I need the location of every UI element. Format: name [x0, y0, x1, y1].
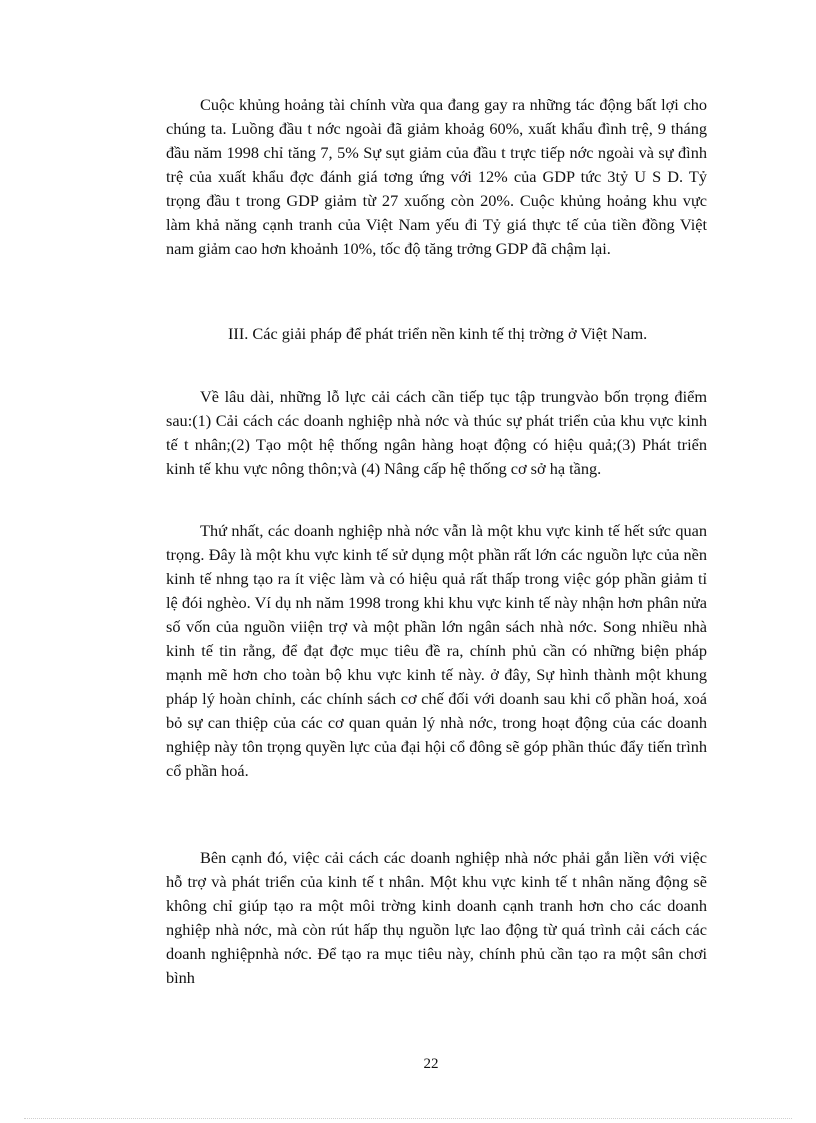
paragraph-four-priorities: Về lâu dài, những lỗ lực cải cách cần tiếp tục tập trungvào bốn trọng điểm sau:(1) Cải cách các doanh nghiệp nhà nớc và thúc sự phát triển của khu vực kinh tế t nhân;(2) Tạo một hệ thống ngân hàng hoạt động có hiệu quả;(3) Phát triển kinh tế khu vực nông thôn;và (4) Nâng cấp hệ thống cơ sở hạ tầng.	[166, 387, 707, 478]
footer-divider	[24, 1118, 792, 1119]
page-number: 22	[423, 1056, 439, 1072]
paragraph-state-enterprises: Thứ nhất, các doanh nghiệp nhà nớc vẫn là một khu vực kinh tế hết sức quan trọng. Đây là một khu vực kinh tế sử dụng một phần rất lớn các nguồn lực của nền kinh tế nhng tạo ra ít việc làm và có hiệu quả rất thấp trong việc góp phần giảm tỉ lệ đói nghèo. Ví dụ nh năm 1998 trong khi khu vực kinh tế này nhận hơn phân nửa số vốn của nguồn viiện trợ và một phần lớn ngân sách nhà nớc. Song nhiều nhà kinh tế tin rằng, để đạt đợc mục tiêu đề ra, chính phủ cần có những biện pháp mạnh mẽ hơn cho toàn bộ khu vực kinh tế này. ở đây, Sự hình thành một khung pháp lý hoàn chỉnh, các chính sách cơ chế đối với doanh sau khi cổ phần hoá, xoá bỏ sự can thiệp của các cơ quan quản lý nhà nớc, trong hoạt động của các doanh nghiệp này tôn trọng quyền lực của đại hội cổ đông sẽ góp phần thúc đẩy tiến trình cổ phần hoá.	[166, 521, 707, 780]
section-heading-solutions: III. Các giải pháp để phát triển nền kinh tế thị trờng ở Việt Nam.	[228, 324, 648, 343]
paragraph-financial-crisis: Cuộc khủng hoảng tài chính vừa qua đang gay ra những tác động bất lợi cho chúng ta. Luồng đầu t nớc ngoài đã giảm khoảg 60%, xuất khẩu đình trệ, 9 tháng đầu năm 1998 chỉ tăng 7, 5% Sự sụt giảm của đầu t trực tiếp nớc ngoài và sự đình trệ của xuất khẩu đợc đánh giá tơng ứng với 12% của GDP tức 3tỷ U S D. Tỷ trọng đầu t trong GDP giảm từ 27 xuống còn 20%. Cuộc khủng hoảng khu vực làm khả năng cạnh tranh của Việt Nam yếu đi Tỷ giá thực tế của tiền đồng Việt nam giảm cao hơn khoảnh 10%, tốc độ tăng trởng GDP đã chậm lại.	[166, 95, 707, 258]
paragraph-private-sector: Bên cạnh đó, việc cải cách các doanh nghiệp nhà nớc phải gắn liền với việc hỗ trợ và phát triển của kinh tế t nhân. Một khu vực kinh tế t nhân năng động sẽ không chỉ giúp tạo ra một môi trờng kinh doanh cạnh tranh hơn cho các doanh nghiệp nhà nớc, mà còn rút hấp thụ nguồn lực lao động từ quá trình cải cách các doanh nghiệpnhà nớc. Để tạo ra mục tiêu này, chính phủ cần tạo ra một sân chơi bình	[166, 848, 707, 987]
